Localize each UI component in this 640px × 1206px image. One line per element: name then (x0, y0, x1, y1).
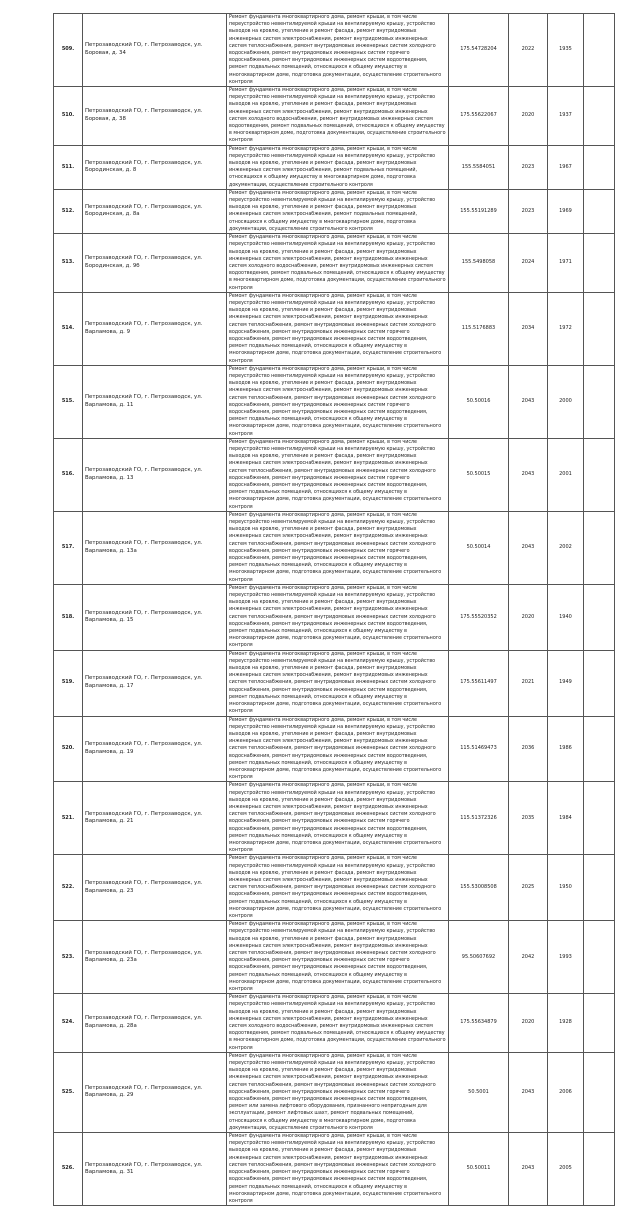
house-address: Петрозаводский ГО, г. Петрозаводск, ул. Варламова, д. 28а (83, 994, 227, 1053)
empty-cell (584, 716, 615, 782)
row-number: 512. (54, 189, 83, 233)
table-row (54, 365, 615, 438)
repair-works-list: Ремонт фундамента многоквартирного дома, ремонт крыши, в том числе переустройство невентилируемой крыши на вентилируемую крышу, устройство выходов на кровлю, утепление и ремонт фасада, ремонт внутридомовых инженерных систем электроснабжения, ремонт внутридомовых инженерных систем теплоснабжения, ремонт внутридомовых инженерных систем холодного водоснабжения, ремонт внутридомовых инженерных систем горячего водоснабжения, ремонт внутридомовых инженерных систем водоотведения, ремонт подвальных помещений, относящихся к общему имуществу в многоквартирном доме, подготовка документации, осуществление строительного контроля (227, 921, 449, 994)
planned-year: 2023 (509, 145, 548, 189)
planned-year: 2020 (509, 584, 548, 650)
cost-value: 95.50607692 (449, 921, 509, 994)
empty-cell (584, 189, 615, 233)
house-address: Петрозаводский ГО, г. Петрозаводск, ул. Бородинская, д. 9б (83, 234, 227, 293)
house-address: Петрозаводский ГО, г. Петрозаводск, ул. Варламова, д. 23а (83, 921, 227, 994)
repair-works-list: Ремонт фундамента многоквартирного дома, ремонт крыши, в том числе переустройство невентилируемой крыши на вентилируемую крышу, устройство выходов на кровлю, утепление и ремонт фасада, ремонт внутридомовых инженерных систем электроснабжения, ремонт внутридомовых инженерных систем теплоснабжения, ремонт внутридомовых инженерных систем холодного водоснабжения, ремонт внутридомовых инженерных систем водоотведения, ремонт подвальных помещений, относящихся к общему имуществу в многоквартирном доме, подготовка документации, осуществление строительного контроля (227, 650, 449, 716)
planned-year: 2042 (509, 921, 548, 994)
empty-cell (584, 14, 615, 87)
cost-value: 50.50011 (449, 1133, 509, 1206)
house-address: Петрозаводский ГО, г. Петрозаводск, ул. Варламова, д. 23 (83, 855, 227, 921)
empty-cell (584, 365, 615, 438)
row-number: 525. (54, 1052, 83, 1132)
repair-works-list: Ремонт фундамента многоквартирного дома, ремонт крыши, в том числе переустройство невентилируемой крыши на вентилируемую крышу, устройство выходов на кровлю, утепление и ремонт фасада, ремонт внутридомовых инженерных систем электроснабжения, ремонт внутридомовых инженерных систем теплоснабжения, ремонт внутридомовых инженерных систем холодного водоснабжения, ремонт внутридомовых инженерных систем горячего водоснабжения, ремонт внутридомовых инженерных систем водоотведения, ремонт подвальных помещений, относящихся к общему имуществу в многоквартирном доме, подготовка документации, осуществление строительного контроля (227, 438, 449, 511)
construction-year: 1928 (548, 994, 584, 1053)
cost-value: 115.5176883 (449, 292, 509, 365)
planned-year: 2043 (509, 365, 548, 438)
table-row (54, 234, 615, 293)
repair-works-list: Ремонт фундамента многоквартирного дома, ремонт крыши, в том числе переустройство невентилируемой крыши на вентилируемую крышу, устройство выходов на кровлю, утепление и ремонт фасада, ремонт внутридомовых инженерных систем электроснабжения, ремонт внутридомовых инженерных систем теплоснабжения, ремонт внутридомовых инженерных систем холодного водоснабжения, ремонт внутридомовых инженерных систем горячего водоснабжения, ремонт внутридомовых инженерных систем водоотведения, ремонт подвальных помещений, относящихся к общему имуществу в многоквартирном доме, подготовка документации, осуществление строительного контроля (227, 365, 449, 438)
house-address: Петрозаводский ГО, г. Петрозаводск, ул. Боровая, д. 34 (83, 14, 227, 87)
table-row (54, 584, 615, 650)
construction-year: 1937 (548, 87, 584, 146)
construction-year: 2006 (548, 1052, 584, 1132)
table-row (54, 14, 615, 87)
cost-value: 50.50014 (449, 511, 509, 584)
cost-value: 155.55191289 (449, 189, 509, 233)
house-address: Петрозаводский ГО, г. Петрозаводск, ул. Бородинская, д. 8 (83, 145, 227, 189)
row-number: 523. (54, 921, 83, 994)
planned-year: 2043 (509, 511, 548, 584)
table-row (54, 189, 615, 233)
row-number: 511. (54, 145, 83, 189)
cost-value: 155.53008508 (449, 855, 509, 921)
construction-year: 2002 (548, 511, 584, 584)
table-row (54, 1133, 615, 1206)
empty-cell (584, 584, 615, 650)
cost-value: 50.50016 (449, 365, 509, 438)
table-row (54, 921, 615, 994)
cost-value: 50.50015 (449, 438, 509, 511)
cost-value: 115.51372326 (449, 782, 509, 855)
planned-year: 2021 (509, 650, 548, 716)
planned-year: 2036 (509, 716, 548, 782)
house-address: Петрозаводский ГО, г. Петрозаводск, ул. Варламова, д. 21 (83, 782, 227, 855)
construction-year: 1940 (548, 584, 584, 650)
table-row (54, 650, 615, 716)
table-row (54, 1052, 615, 1132)
house-address: Петрозаводский ГО, г. Петрозаводск, ул. Варламова, д. 13а (83, 511, 227, 584)
house-address: Петрозаводский ГО, г. Петрозаводск, ул. Варламова, д. 13 (83, 438, 227, 511)
empty-cell (584, 1052, 615, 1132)
cost-value: 115.51469473 (449, 716, 509, 782)
row-number: 509. (54, 14, 83, 87)
repair-works-list: Ремонт фундамента многоквартирного дома, ремонт крыши, в том числе переустройство невентилируемой крыши на вентилируемую крышу, устройство выходов на кровлю, утепление и ремонт фасада, ремонт внутридомовых инженерных систем электроснабжения, ремонт внутридомовых инженерных систем теплоснабжения, ремонт внутридомовых инженерных систем холодного водоснабжения, ремонт внутридомовых инженерных систем водоотведения, ремонт подвальных помещений, относящихся к общему имуществу в многоквартирном доме, подготовка документации, осуществление строительного контроля (227, 855, 449, 921)
table-row (54, 994, 615, 1053)
empty-cell (584, 782, 615, 855)
repair-works-list: Ремонт фундамента многоквартирного дома, ремонт крыши, в том числе переустройство невентилируемой крыши на вентилируемую крышу, устройство выходов на кровлю, утепление и ремонт фасада, ремонт внутридомовых инженерных систем электроснабжения, ремонт подвальных помещений, относящихся к общему имуществу в многоквартирном доме, подготовка документации, осуществление строительного контроля (227, 145, 449, 189)
row-number: 514. (54, 292, 83, 365)
empty-cell (584, 855, 615, 921)
planned-year: 2020 (509, 994, 548, 1053)
empty-cell (584, 438, 615, 511)
construction-year: 1969 (548, 189, 584, 233)
table-row (54, 145, 615, 189)
house-address: Петрозаводский ГО, г. Петрозаводск, ул. Варламова, д. 31 (83, 1133, 227, 1206)
row-number: 526. (54, 1133, 83, 1206)
house-address: Петрозаводский ГО, г. Петрозаводск, ул. Варламова, д. 15 (83, 584, 227, 650)
row-number: 515. (54, 365, 83, 438)
repair-works-list: Ремонт фундамента многоквартирного дома, ремонт крыши, в том числе переустройство невентилируемой крыши на вентилируемую крышу, устройство выходов на кровлю, утепление и ремонт фасада, ремонт внутридомовых инженерных систем электроснабжения, ремонт внутридомовых инженерных систем холодного водоснабжения, ремонт внутридомовых инженерных систем водоотведения, ремонт подвальных помещений, относящихся к общему имуществу в многоквартирном доме, подготовка документации, осуществление строительного контроля (227, 234, 449, 293)
construction-year: 1972 (548, 292, 584, 365)
house-address: Петрозаводский ГО, г. Петрозаводск, ул. Боровая, д. 38 (83, 87, 227, 146)
capital-repair-registry-table (53, 13, 615, 1206)
row-number: 524. (54, 994, 83, 1053)
cost-value: 175.55611497 (449, 650, 509, 716)
row-number: 517. (54, 511, 83, 584)
row-number: 521. (54, 782, 83, 855)
construction-year: 1949 (548, 650, 584, 716)
planned-year: 2043 (509, 1052, 548, 1132)
repair-works-list: Ремонт фундамента многоквартирного дома, ремонт крыши, в том числе переустройство невентилируемой крыши на вентилируемую крышу, устройство выходов на кровлю, утепление и ремонт фасада, ремонт внутридомовых инженерных систем электроснабжения, ремонт подвальных помещений, относящихся к общему имуществу в многоквартирном доме, подготовка документации, осуществление строительного контроля (227, 189, 449, 233)
cost-value: 175.55520352 (449, 584, 509, 650)
registry-body (54, 14, 615, 1206)
empty-cell (584, 511, 615, 584)
table-row (54, 438, 615, 511)
table-row (54, 782, 615, 855)
cost-value: 175.55622067 (449, 87, 509, 146)
house-address: Петрозаводский ГО, г. Петрозаводск, ул. Варламова, д. 17 (83, 650, 227, 716)
table-row (54, 292, 615, 365)
row-number: 519. (54, 650, 83, 716)
row-number: 520. (54, 716, 83, 782)
table-row (54, 87, 615, 146)
planned-year: 2025 (509, 855, 548, 921)
construction-year: 1986 (548, 716, 584, 782)
cost-value: 50.5001 (449, 1052, 509, 1132)
construction-year: 1967 (548, 145, 584, 189)
row-number: 516. (54, 438, 83, 511)
construction-year: 1935 (548, 14, 584, 87)
construction-year: 1950 (548, 855, 584, 921)
construction-year: 2001 (548, 438, 584, 511)
empty-cell (584, 292, 615, 365)
construction-year: 2005 (548, 1133, 584, 1206)
planned-year: 2043 (509, 1133, 548, 1206)
empty-cell (584, 921, 615, 994)
empty-cell (584, 994, 615, 1053)
row-number: 510. (54, 87, 83, 146)
cost-value: 175.54728204 (449, 14, 509, 87)
repair-works-list: Ремонт фундамента многоквартирного дома, ремонт крыши, в том числе переустройство невентилируемой крыши на вентилируемую крышу, устройство выходов на кровлю, утепление и ремонт фасада, ремонт внутридомовых инженерных систем электроснабжения, ремонт внутридомовых инженерных систем теплоснабжения, ремонт внутридомовых инженерных систем холодного водоснабжения, ремонт внутридомовых инженерных систем горячего водоснабжения, ремонт внутридомовых инженерных систем водоотведения, ремонт подвальных помещений, относящихся к общему имуществу в многоквартирном доме, подготовка документации, осуществление строительного контроля (227, 292, 449, 365)
repair-works-list: Ремонт фундамента многоквартирного дома, ремонт крыши, в том числе переустройство невентилируемой крыши на вентилируемую крышу, устройство выходов на кровлю, утепление и ремонт фасада, ремонт внутридомовых инженерных систем электроснабжения, ремонт внутридомовых инженерных систем теплоснабжения, ремонт внутридомовых инженерных систем холодного водоснабжения, ремонт внутридомовых инженерных систем горячего водоснабжения, ремонт внутридомовых инженерных систем водоотведения, ремонт подвальных помещений, относящихся к общему имуществу в многоквартирном доме, подготовка документации, осуществление строительного контроля (227, 782, 449, 855)
row-number: 513. (54, 234, 83, 293)
empty-cell (584, 145, 615, 189)
repair-works-list: Ремонт фундамента многоквартирного дома, ремонт крыши, в том числе переустройство невентилируемой крыши на вентилируемую крышу, устройство выходов на кровлю, утепление и ремонт фасада, ремонт внутридомовых инженерных систем электроснабжения, ремонт внутридомовых инженерных систем теплоснабжения, ремонт внутридомовых инженерных систем холодного водоснабжения, ремонт внутридомовых инженерных систем горячего водоснабжения, ремонт внутридомовых инженерных систем водоотведения, ремонт подвальных помещений, относящихся к общему имуществу в многоквартирном доме, подготовка документации, осуществление строительного контроля (227, 511, 449, 584)
empty-cell (584, 87, 615, 146)
empty-cell (584, 1133, 615, 1206)
house-address: Петрозаводский ГО, г. Петрозаводск, ул. Варламова, д. 19 (83, 716, 227, 782)
construction-year: 1984 (548, 782, 584, 855)
row-number: 522. (54, 855, 83, 921)
planned-year: 2043 (509, 438, 548, 511)
cost-value: 175.55634879 (449, 994, 509, 1053)
repair-works-list: Ремонт фундамента многоквартирного дома, ремонт крыши, в том числе переустройство невентилируемой крыши на вентилируемую крышу, устройство выходов на кровлю, утепление и ремонт фасада, ремонт внутридомовых инженерных систем электроснабжения, ремонт внутридомовых инженерных систем холодного водоснабжения, ремонт внутридомовых инженерных систем водоотведения, ремонт подвальных помещений, относящихся к общему имуществу в многоквартирном доме, подготовка документации, осуществление строительного контроля (227, 87, 449, 146)
table-row (54, 511, 615, 584)
construction-year: 1993 (548, 921, 584, 994)
house-address: Петрозаводский ГО, г. Петрозаводск, ул. Варламова, д. 11 (83, 365, 227, 438)
repair-works-list: Ремонт фундамента многоквартирного дома, ремонт крыши, в том числе переустройство невентилируемой крыши на вентилируемую крышу, устройство выходов на кровлю, утепление и ремонт фасада, ремонт внутридомовых инженерных систем электроснабжения, ремонт внутридомовых инженерных систем теплоснабжения, ремонт внутридомовых инженерных систем холодного водоснабжения, ремонт внутридомовых инженерных систем водоотведения, ремонт подвальных помещений, относящихся к общему имуществу в многоквартирном доме, подготовка документации, осуществление строительного контроля (227, 584, 449, 650)
cost-value: 155.5498058 (449, 234, 509, 293)
construction-year: 1971 (548, 234, 584, 293)
planned-year: 2023 (509, 189, 548, 233)
repair-works-list: Ремонт фундамента многоквартирного дома, ремонт крыши, в том числе переустройство невентилируемой крыши на вентилируемую крышу, устройство выходов на кровлю, утепление и ремонт фасада, ремонт внутридомовых инженерных систем электроснабжения, ремонт внутридомовых инженерных систем теплоснабжения, ремонт внутридомовых инженерных систем холодного водоснабжения, ремонт внутридомовых инженерных систем горячего водоснабжения, ремонт внутридомовых инженерных систем водоотведения, ремонт подвальных помещений, относящихся к общему имуществу в многоквартирном доме, подготовка документации, осуществление строительного контроля (227, 1133, 449, 1206)
repair-works-list: Ремонт фундамента многоквартирного дома, ремонт крыши, в том числе переустройство невентилируемой крыши на вентилируемую крышу, устройство выходов на кровлю, утепление и ремонт фасада, ремонт внутридомовых инженерных систем электроснабжения, ремонт внутридомовых инженерных систем холодного водоснабжения, ремонт внутридомовых инженерных систем водоотведения, ремонт подвальных помещений, относящихся к общему имуществу в многоквартирном доме, подготовка документации, осуществление строительного контроля (227, 994, 449, 1053)
table-row (54, 716, 615, 782)
repair-works-list: Ремонт фундамента многоквартирного дома, ремонт крыши, в том числе переустройство невентилируемой крыши на вентилируемую крышу, устройство выходов на кровлю, утепление и ремонт фасада, ремонт внутридомовых инженерных систем электроснабжения, ремонт внутридомовых инженерных систем теплоснабжения, ремонт внутридомовых инженерных систем холодного водоснабжения, ремонт внутридомовых инженерных систем водоотведения, ремонт подвальных помещений, относящихся к общему имуществу в многоквартирном доме, подготовка документации, осуществление строительного контроля (227, 716, 449, 782)
construction-year: 2000 (548, 365, 584, 438)
repair-works-list: Ремонт фундамента многоквартирного дома, ремонт крыши, в том числе переустройство невентилируемой крыши на вентилируемую крышу, устройство выходов на кровлю, утепление и ремонт фасада, ремонт внутридомовых инженерных систем электроснабжения, ремонт внутридомовых инженерных систем теплоснабжения, ремонт внутридомовых инженерных систем холодного водоснабжения, ремонт внутридомовых инженерных систем горячего водоснабжения, ремонт внутридомовых инженерных систем водоотведения, ремонт или замена лифтового оборудования, признанного непригодным для эксплуатации, ремонт лифтовых шахт, ремонт подвальных помещений, относящихся к общему имуществу в многоквартирном доме, подготовка документации, осуществление строительного контроля (227, 1052, 449, 1132)
repair-works-list: Ремонт фундамента многоквартирного дома, ремонт крыши, в том числе переустройство невентилируемой крыши на вентилируемую крышу, устройство выходов на кровлю, утепление и ремонт фасада, ремонт внутридомовых инженерных систем электроснабжения, ремонт внутридомовых инженерных систем теплоснабжения, ремонт внутридомовых инженерных систем холодного водоснабжения, ремонт внутридомовых инженерных систем горячего водоснабжения, ремонт внутридомовых инженерных систем водоотведения, ремонт подвальных помещений, относящихся к общему имуществу в многоквартирном доме, подготовка документации, осуществление строительного контроля (227, 14, 449, 87)
empty-cell (584, 650, 615, 716)
house-address: Петрозаводский ГО, г. Петрозаводск, ул. Варламова, д. 9 (83, 292, 227, 365)
house-address: Петрозаводский ГО, г. Петрозаводск, ул. Варламова, д. 29 (83, 1052, 227, 1132)
empty-cell (584, 234, 615, 293)
row-number: 518. (54, 584, 83, 650)
planned-year: 2034 (509, 292, 548, 365)
planned-year: 2022 (509, 14, 548, 87)
planned-year: 2035 (509, 782, 548, 855)
cost-value: 155.5584051 (449, 145, 509, 189)
planned-year: 2020 (509, 87, 548, 146)
house-address: Петрозаводский ГО, г. Петрозаводск, ул. Бородинская, д. 8а (83, 189, 227, 233)
planned-year: 2024 (509, 234, 548, 293)
table-row (54, 855, 615, 921)
